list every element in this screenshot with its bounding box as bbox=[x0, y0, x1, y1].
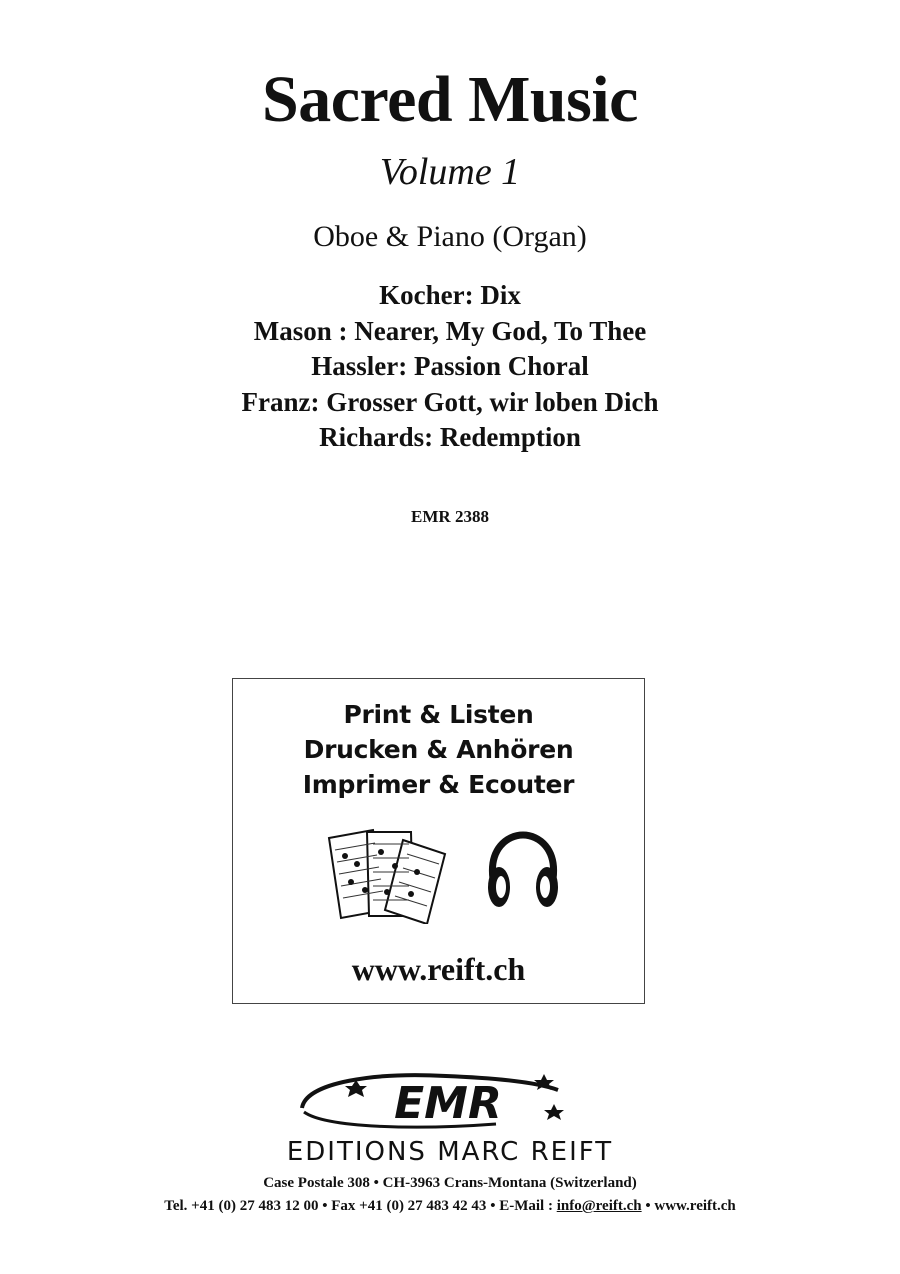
promo-line: Drucken & Anhören bbox=[303, 735, 574, 764]
volume-subtitle: Volume 1 bbox=[379, 151, 521, 193]
instrumentation: Oboe & Piano (Organ) bbox=[313, 220, 587, 253]
promo-lines bbox=[233, 697, 644, 802]
promo-line: Imprimer & Ecouter bbox=[302, 770, 575, 799]
publisher-address: Case Postale 308 • CH-3963 Crans-Montana (Switzerland) bbox=[263, 1175, 637, 1191]
piece-item: Kocher: Dix bbox=[379, 280, 521, 310]
page-title: Sacred Music bbox=[262, 63, 638, 136]
catalog-number: EMR 2388 bbox=[411, 507, 489, 526]
email-link[interactable]: info@reift.ch bbox=[556, 1198, 642, 1214]
piece-list bbox=[0, 278, 900, 456]
fax-number: Fax +41 (0) 27 483 42 43 bbox=[331, 1198, 487, 1214]
separator-dot: • bbox=[490, 1198, 496, 1214]
promo-line: Print & Listen bbox=[343, 700, 534, 729]
phone-number: Tel. +41 (0) 27 483 12 00 bbox=[164, 1198, 319, 1214]
website-link[interactable]: www.reift.ch bbox=[654, 1198, 736, 1214]
promo-website[interactable]: www.reift.ch bbox=[351, 951, 526, 987]
piece-item: Richards: Redemption bbox=[319, 422, 581, 452]
headphones-icon bbox=[483, 831, 563, 913]
email-label: E-Mail : bbox=[499, 1198, 553, 1214]
svg-text:EMR: EMR bbox=[394, 1078, 502, 1129]
piece-item: Mason : Nearer, My God, To Thee bbox=[253, 315, 647, 346]
separator-dot: • bbox=[322, 1198, 328, 1214]
separator-dot: • bbox=[645, 1198, 651, 1214]
emr-logo bbox=[296, 1068, 596, 1132]
piece-item: Hassler: Passion Choral bbox=[311, 351, 589, 381]
piece-item: Franz: Grosser Gott, wir loben Dich bbox=[241, 386, 659, 417]
print-listen-box bbox=[232, 678, 645, 1004]
publisher-contact bbox=[0, 1198, 900, 1215]
publisher-name: EDITIONS MARC REIFT bbox=[286, 1137, 614, 1167]
sheet-music-icon bbox=[327, 824, 452, 924]
